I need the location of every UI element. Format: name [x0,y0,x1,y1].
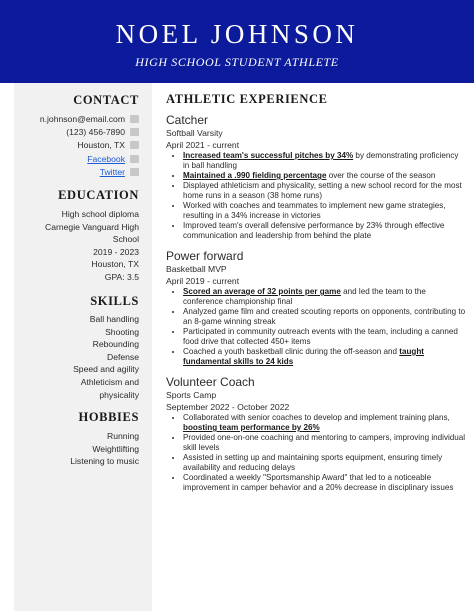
twitter-icon [130,168,139,176]
contact-location: Houston, TX [77,140,125,151]
skill-item: physicality [99,389,139,400]
contact-section [0,93,139,179]
hobbies-section [0,410,139,468]
skills-section [0,294,139,401]
job-dates: September 2022 - October 2022 [166,402,290,412]
education-dates: 2019 - 2023 [93,246,139,257]
bullet-item: • Coordinated a weekly "Sportsmanship Award" that led to a noticeable improvement in camper behavior and a 20% decrease in disciplinary issues [183,473,466,493]
facebook-link[interactable]: Facebook [87,153,125,164]
twitter-link[interactable]: Twitter [99,167,125,178]
skill-item: Defense [106,351,139,362]
candidate-tagline: HIGH SCHOOL STUDENT ATHLETE [135,55,339,69]
contact-twitter-row [0,166,139,179]
skill-item: Athleticism and [80,376,139,387]
job-dates: April 2019 - current [166,276,240,286]
job-title: Volunteer Coach [166,375,255,389]
job-title: Catcher [166,113,209,127]
bullet-item: • Scored an average of 32 points per game and led the team to the conference championship final [183,287,466,307]
education-school-cont: School [112,234,139,245]
bullet-item: • Improved team's overall defensive performance by 23% through effective communication and leadership from behind the plate [183,221,466,241]
contact-email-row [0,112,139,125]
skill-item: Shooting [105,326,139,337]
experience-section [166,92,466,493]
job-dates: April 2021 - current [166,140,240,150]
job-bullets [166,151,466,241]
bullet-item: • Participated in community outreach events with the team, including a canned food drive that collected 450+ items [183,327,466,347]
bullet-item: • Worked with coaches and teammates to implement new game strategies, resulting in a 34% increase in victories [183,201,466,221]
job-organization: Softball Varsity [166,128,223,138]
facebook-icon [130,155,139,163]
contact-facebook-row [0,152,139,165]
experience-heading: ATHLETIC EXPERIENCE [166,92,328,106]
education-school: Carnegie Vanguard High [45,221,139,232]
skill-item: Speed and agility [73,364,139,375]
job-bullets [166,413,466,493]
education-location: Houston, TX [91,259,139,270]
job-title: Power forward [166,249,244,263]
contact-heading: CONTACT [73,93,139,107]
email-icon [130,115,139,123]
job-organization: Sports Camp [166,390,217,400]
bullet-item: • Assisted in setting up and maintaining sports equipment, ensuring timely availability and reducing delays [183,453,466,473]
contact-phone-row [0,125,139,138]
education-heading: EDUCATION [58,188,139,202]
bullet-item: • Collaborated with senior coaches to develop and implement training plans, boosting team performance by 26% [183,413,466,433]
bullet-item: • Increased team's successful pitches by 34% by demonstrating proficiency in ball handling [183,151,466,171]
bullet-item: • Coached a youth basketball clinic during the off-season and taught fundamental skills to 24 kids [183,347,466,367]
contact-phone[interactable]: (123) 456-7890 [66,127,125,138]
header-banner [0,0,474,83]
contact-location-row [0,139,139,152]
hobby-item: Weightlifting [92,443,139,454]
hobby-item: Running [106,431,139,441]
candidate-name: NOEL JOHNSON [115,19,359,49]
location-icon [130,141,139,149]
job-bullets [166,287,466,367]
phone-icon [130,128,139,136]
hobbies-heading: HOBBIES [78,410,139,424]
bullet-item: • Provided one-on-one coaching and mentoring to campers, improving individual skill levels [183,433,466,453]
education-degree: High school diploma [61,209,139,219]
skills-heading: SKILLS [90,294,139,308]
education-section [0,188,139,284]
bullet-item: • Displayed athleticism and physicality, setting a new school record for the most home runs in a season (38 home runs) [183,181,466,201]
job-entry [166,375,466,493]
contact-email[interactable]: n.johnson@email.com [39,113,125,124]
education-gpa: GPA: 3.5 [104,271,139,282]
job-organization: Basketball MVP [166,264,227,274]
bullet-item: • Analyzed game film and created scouting reports on opponents, contributing to an 8-game winning streak [183,307,466,327]
hobby-item: Listening to music [70,456,139,467]
job-entry [166,113,466,241]
job-entry [166,249,466,367]
skill-item: Ball handling [89,314,139,324]
bullet-item: • Maintained a .990 fielding percentage over the course of the season [183,171,466,181]
skill-item: Rebounding [92,339,139,350]
